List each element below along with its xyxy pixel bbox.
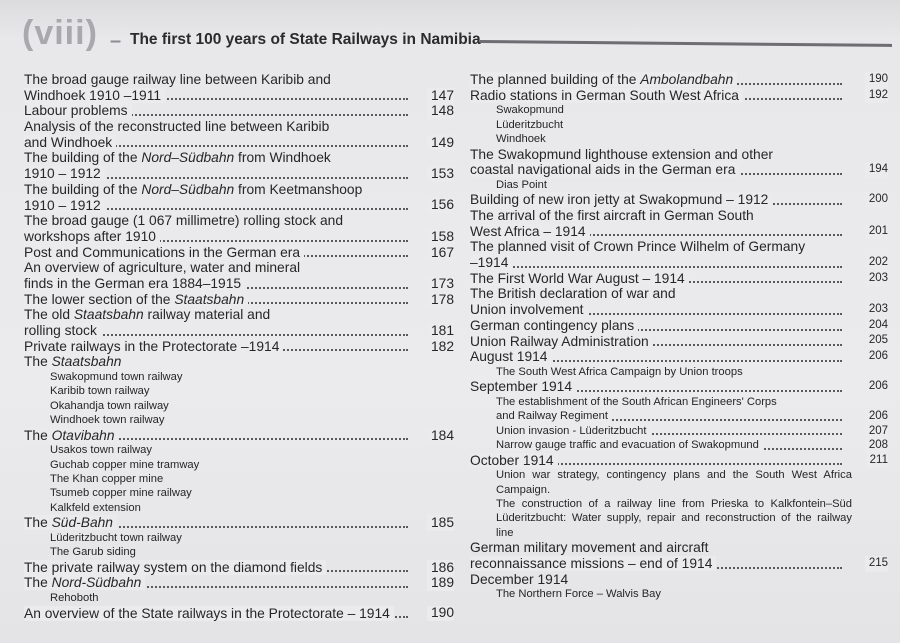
toc-entry-text: The British declaration of war and	[470, 286, 676, 302]
toc-right-column	[470, 72, 888, 602]
page-number: 156	[427, 198, 454, 214]
page-number: 211	[866, 453, 888, 469]
toc-entry-line	[470, 192, 888, 208]
toc-entry[interactable]	[24, 575, 454, 605]
toc-subentry[interactable]: Swakopmund	[496, 104, 564, 117]
header-rule	[480, 40, 892, 47]
toc-entry[interactable]	[470, 88, 888, 147]
page-number: 202	[865, 255, 888, 271]
toc-subentry[interactable]: Rehoboth	[50, 592, 99, 605]
toc-entry-text: Post and Communications in the German era	[24, 245, 304, 260]
toc-subentry[interactable]: The South West Africa Campaign by Union troops	[496, 365, 743, 378]
toc-entry-text: and Railway Regiment	[496, 410, 612, 422]
toc-entry-text: The Nord-Südbahn	[24, 575, 145, 590]
toc-entry-line	[470, 239, 888, 255]
toc-entry-text: finds in the German era 1884–1915	[24, 276, 245, 291]
toc-subentry-line	[470, 409, 888, 423]
toc-entry-line	[24, 307, 454, 323]
toc-entry[interactable]	[470, 395, 888, 453]
toc-entry-line	[24, 339, 454, 355]
toc-entry[interactable]	[24, 103, 454, 119]
page-number: 205	[865, 334, 888, 350]
toc-subentry[interactable]: Karibib town railway	[50, 385, 150, 398]
toc-entry-line	[470, 162, 888, 178]
toc-subentry[interactable]: Swakopmund town railway	[50, 371, 183, 384]
header-dash: –	[110, 30, 122, 52]
toc-entry-text: The establishment of the South African Engineers' Corps	[496, 395, 777, 408]
toc-left-column	[24, 72, 454, 621]
toc-entry-text: German contingency plans	[470, 318, 638, 333]
toc-entry-line	[470, 302, 888, 318]
toc-entry-line	[470, 88, 888, 104]
toc-entry-text: The planned visit of Crown Prince Wilhelm of Germany	[470, 239, 806, 255]
page-number: 158	[427, 229, 454, 245]
toc-entry[interactable]	[470, 147, 888, 193]
toc-entry[interactable]	[470, 349, 888, 379]
toc-entry-text: The arrival of the first aircraft in German South	[470, 208, 754, 223]
toc-entry-text: Labour problems	[24, 103, 132, 118]
toc-entry[interactable]	[470, 286, 888, 317]
toc-entry-line	[24, 198, 454, 214]
toc-entry[interactable]	[24, 119, 454, 150]
toc-entry-text: Windhoek 1910 –1911	[24, 88, 165, 103]
toc-entry-text: Union Railway Administration	[470, 334, 653, 349]
page-number: 190	[427, 606, 454, 622]
toc-entry-text: German military movement and aircraft	[470, 540, 709, 556]
page-number: 148	[427, 103, 454, 119]
page-number: 181	[427, 323, 454, 339]
toc-entry-line	[24, 515, 454, 531]
page-title: The first 100 years of State Railways in Namibia	[130, 31, 481, 48]
toc-entry[interactable]	[470, 540, 888, 571]
toc-entry[interactable]	[24, 606, 454, 622]
toc-entry-line	[470, 286, 888, 302]
page-number: 147	[427, 88, 454, 104]
toc-entry-text: The old Staatsbahn railway material and	[24, 307, 271, 323]
toc-entry-text: September 1914	[470, 379, 576, 394]
toc-entry[interactable]	[24, 515, 454, 559]
toc-entry-line	[24, 575, 454, 591]
toc-entry-text: The Süd-Bahn	[24, 515, 117, 530]
toc-entry[interactable]	[24, 339, 454, 355]
toc-entry-line	[24, 150, 454, 166]
toc-entry-text: The First World War August – 1914	[470, 271, 689, 286]
toc-subentry[interactable]: Okahandja town railway	[50, 399, 169, 412]
toc-entry-line	[24, 560, 454, 576]
toc-entry-line	[470, 147, 888, 163]
toc-entry-line	[24, 229, 454, 245]
toc-entry-text: Union invasion - Lüderitzbucht	[496, 425, 651, 437]
toc-entry-line	[470, 556, 888, 572]
toc-entry[interactable]	[24, 292, 454, 308]
toc-entry-line	[24, 292, 454, 308]
toc-entry-line	[470, 318, 888, 334]
toc-entry[interactable]	[24, 213, 454, 244]
toc-entry-line	[470, 224, 888, 240]
toc-entry[interactable]	[470, 379, 888, 395]
toc-entry-text: reconnaissance missions – end of 1914	[470, 556, 716, 571]
toc-subentry-paragraph[interactable]: Union war strategy, contingency plans and the South West Africa Campaign.	[496, 469, 852, 496]
page-number: 203	[865, 302, 888, 318]
toc-entry[interactable]	[24, 560, 454, 576]
page-number: 206	[865, 349, 888, 365]
toc-entry-line	[24, 166, 454, 182]
toc-entry-text: An overview of the State railways in the Protectorate – 1914	[24, 606, 394, 621]
toc-entry-line	[24, 135, 454, 151]
toc-entry[interactable]	[470, 271, 888, 287]
toc-entry[interactable]	[470, 318, 888, 334]
toc-entry[interactable]	[24, 428, 454, 516]
toc-entry[interactable]	[470, 334, 888, 350]
toc-subentry[interactable]: Tsumeb copper mine railway	[50, 487, 192, 500]
toc-entry-line	[24, 245, 454, 261]
toc-subentry[interactable]: Dias Point	[496, 178, 547, 191]
toc-entry[interactable]	[470, 453, 888, 541]
toc-entry-line	[24, 276, 454, 292]
page-number: 208	[865, 438, 888, 452]
page-number: 189	[427, 575, 454, 591]
toc-entry[interactable]	[24, 150, 454, 181]
toc-entry-text: The building of the Nord–Südbahn from Windhoek	[24, 150, 331, 166]
toc-entry[interactable]	[24, 72, 454, 103]
toc-entry[interactable]	[24, 354, 454, 427]
page-number: 201	[865, 224, 888, 240]
toc-subentry-line	[470, 438, 888, 452]
page-number: 206	[865, 409, 888, 423]
toc-entry[interactable]	[470, 192, 888, 208]
toc-entry[interactable]	[24, 245, 454, 261]
toc-entry-line	[470, 72, 888, 88]
page-number: 207	[865, 424, 888, 438]
toc-subentry[interactable]: Windhoek town railway	[50, 414, 165, 427]
page-number: 186	[427, 560, 454, 576]
toc-entry[interactable]	[24, 182, 454, 213]
page-number: 203	[865, 271, 888, 287]
toc-entry[interactable]	[470, 239, 888, 270]
page-number: 153	[427, 166, 454, 182]
toc-entry-line	[470, 540, 888, 556]
toc-entry-text: October 1914	[470, 453, 558, 468]
toc-entry-text: and Windhoek	[24, 135, 116, 150]
toc-entry-line	[470, 271, 888, 287]
page-number: 178	[427, 292, 454, 308]
toc-entry-line	[470, 208, 888, 224]
toc-subentry[interactable]: Lüderitzbucht town railway	[50, 531, 182, 544]
toc-entry-text: The broad gauge railway line between Karibib and	[24, 72, 331, 87]
toc-entry-text: rolling stock	[24, 323, 101, 338]
toc-entry-line	[470, 453, 888, 469]
page-number: 185	[427, 515, 454, 531]
page-number: 190	[865, 72, 888, 88]
section-number: (viii)	[22, 14, 98, 52]
page-number: 206	[865, 379, 888, 395]
toc-entry-text: coastal navigational aids in the German era	[470, 162, 739, 177]
toc-entry[interactable]	[470, 572, 888, 602]
toc-entry-text: The Staatsbahn	[24, 354, 122, 370]
toc-entry-text: 1910 – 1912	[24, 198, 105, 213]
page-number: 200	[865, 192, 888, 208]
toc-entry-line	[24, 213, 454, 229]
page-number: 215	[865, 556, 888, 572]
toc-entry-line	[470, 572, 888, 588]
toc-entry-line	[470, 255, 888, 271]
toc-entry[interactable]	[470, 208, 888, 239]
page-number: 149	[427, 135, 454, 151]
toc-entry-text: Building of new iron jetty at Swakopmund – 1912	[470, 192, 772, 207]
toc-entry-text: An overview of agriculture, water and mineral	[24, 260, 301, 276]
toc-entry-text: December 1914	[470, 571, 569, 587]
toc-subentry-line	[470, 395, 888, 409]
toc-entry-text: The planned building of the Ambolandbahn	[470, 72, 737, 87]
toc-subentry[interactable]: Lüderitzbucht	[496, 118, 564, 131]
page-number: 167	[427, 245, 454, 261]
toc-entry-text: West Africa – 1914	[470, 224, 590, 239]
toc-subentry[interactable]: The Garub siding	[50, 546, 136, 559]
toc-entry[interactable]	[24, 307, 454, 338]
page-number: 204	[865, 318, 888, 334]
page-number: 184	[427, 428, 454, 444]
toc-entry-text: Union involvement	[470, 302, 588, 317]
toc-entry-text: The Otavibahn	[24, 428, 119, 443]
toc-entry-text: Narrow gauge traffic and evacuation of Swakopmund	[496, 439, 763, 451]
toc-entry-line	[470, 334, 888, 350]
toc-entry-line	[24, 260, 454, 276]
toc-entry-line	[470, 379, 888, 395]
toc-entry-text: –1914	[470, 255, 512, 270]
toc-entry-text: Private railways in the Protectorate –1914	[24, 339, 283, 354]
toc-subentry[interactable]: The Northern Force – Walvis Bay	[496, 588, 661, 601]
toc-entry-text: Radio stations in German South West Africa	[470, 88, 743, 103]
page-number: 173	[427, 276, 454, 292]
toc-entry-text: The Swakopmund lighthouse extension and other	[470, 146, 773, 162]
page-header	[22, 14, 892, 54]
page-number: 182	[427, 339, 454, 355]
toc-entry-text: Analysis of the reconstructed line between Karibib	[24, 119, 330, 135]
toc-subentry[interactable]: Windhoek	[496, 133, 546, 146]
page-number: 194	[865, 162, 888, 178]
toc-entry-line	[24, 606, 454, 622]
toc-subentry-paragraph[interactable]: The construction of a railway line from Prieska to Kalkfontein–Süd Lüderitzbucht: Water supply, repair and reconstruction of the railway line	[496, 498, 852, 539]
toc-entry-text: 1910 – 1912	[24, 166, 105, 181]
toc-subentry[interactable]: Kalkfeld extension	[50, 501, 141, 514]
toc-entry-text: The private railway system on the diamond fields	[24, 560, 326, 575]
page-number: 192	[865, 88, 888, 104]
toc-entry-text: The lower section of the Staatsbahn	[24, 292, 248, 307]
toc-entry-text: The broad gauge (1 067 millimetre) rolling stock and	[24, 213, 344, 229]
toc-entry-text: workshops after 1910	[24, 229, 160, 244]
toc-subentry[interactable]: Usakos town railway	[50, 444, 152, 457]
toc-entry-line	[24, 428, 454, 444]
toc-entry-line	[24, 323, 454, 339]
toc-entry[interactable]	[24, 260, 454, 291]
toc-entry-line	[24, 72, 454, 88]
toc-entry-line	[24, 119, 454, 135]
toc-subentry[interactable]: The Khan copper mine	[50, 473, 164, 486]
toc-entry-line	[24, 354, 454, 370]
toc-entry[interactable]	[470, 72, 888, 88]
toc-subentry-line	[470, 424, 888, 438]
toc-entry-text: August 1914	[470, 349, 551, 364]
toc-entry-line	[470, 349, 888, 365]
toc-entry-line	[24, 103, 454, 119]
toc-entry-text: The building of the Nord–Südbahn from Keetmanshoop	[24, 181, 363, 197]
toc-entry-line	[24, 88, 454, 104]
toc-entry-line	[24, 182, 454, 198]
toc-subentry[interactable]: Guchab copper mine tramway	[50, 458, 200, 471]
